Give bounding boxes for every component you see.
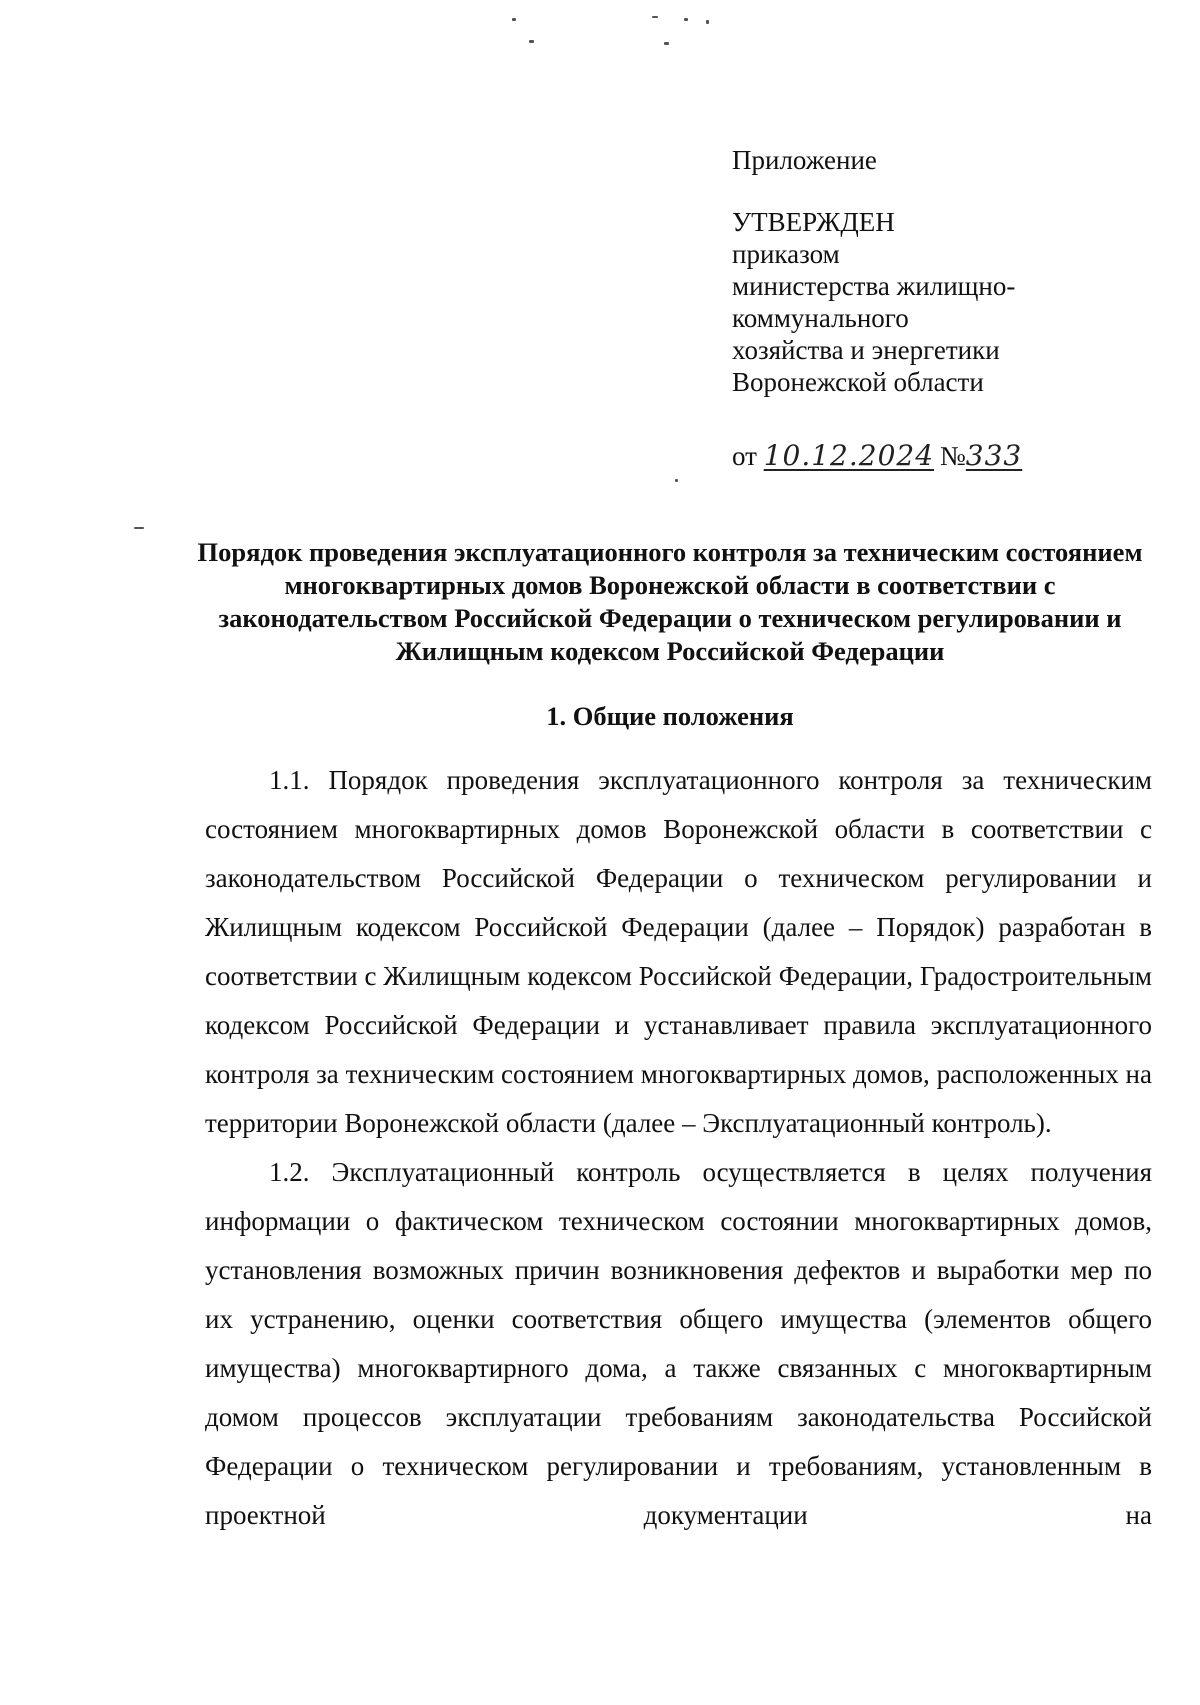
- scan-speck: [684, 18, 688, 21]
- order-reference: [732, 440, 1152, 472]
- appendix-label: Приложение: [732, 145, 877, 175]
- approval-line: Воронежской области: [732, 367, 984, 397]
- handwritten-date: 10.12.2024: [763, 439, 935, 472]
- approval-line: хозяйства и энергетики: [732, 335, 1000, 365]
- scan-speck: [652, 16, 658, 18]
- approval-line: коммунального: [732, 303, 909, 333]
- number-sign: №: [940, 441, 966, 471]
- approval-line: министерства жилищно-: [732, 271, 1016, 301]
- body-text: [205, 756, 1152, 1540]
- scan-speck: [529, 40, 534, 43]
- approved-label: УТВЕРЖДЕН: [732, 207, 895, 237]
- scan-speck: [706, 20, 709, 24]
- scan-speck: [675, 479, 678, 482]
- scan-speck: [134, 527, 144, 529]
- from-prefix: от: [732, 441, 757, 471]
- handwritten-number: 333: [965, 439, 1023, 472]
- scan-speck: [512, 18, 516, 21]
- approval-line: приказом: [732, 239, 840, 269]
- paragraph: 1.2. Эксплуатационный контроль осуществляется в целях получения информации о фактическом техническом состоянии многоквартирных домов, установления возможных причин возникновения дефектов и выработки мер по их устранению, оценки соответствия общего имущества (элементов общего имущества) многоквартирного дома, а также связанных с многоквартирным домом процессов эксплуатации требованиям законодательства Российской Федерации о техническом регулировании и требованиям, установленным в проектной документации на: [205, 1157, 1152, 1530]
- scan-speck: [664, 42, 669, 45]
- approval-block: [732, 144, 1152, 499]
- section-heading: 1. Общие положения: [546, 701, 794, 731]
- paragraph: 1.1. Порядок проведения эксплуатационного контроля за техническим состоянием многоквартирных домов Воронежской области в соответствии с законодательством Российской Федерации о техническом регулировании и Жилищным кодексом Российской Федерации (далее – Порядок) разработан в соответствии с Жилищным кодексом Российской Федерации, Градостроительным кодексом Российской Федерации и устанавливает правила эксплуатационного контроля за техническим состоянием многоквартирных домов, расположенных на территории Воронежской области (далее – Эксплуатационный контроль).: [205, 765, 1152, 1138]
- document-title: Порядок проведения эксплуатационного контроля за техническим состоянием многоквартирных домов Воронежской области в соответствии с законодательством Российской Федерации о техническом регулировании и Жилищным кодексом Российской Федерации: [197, 537, 1143, 666]
